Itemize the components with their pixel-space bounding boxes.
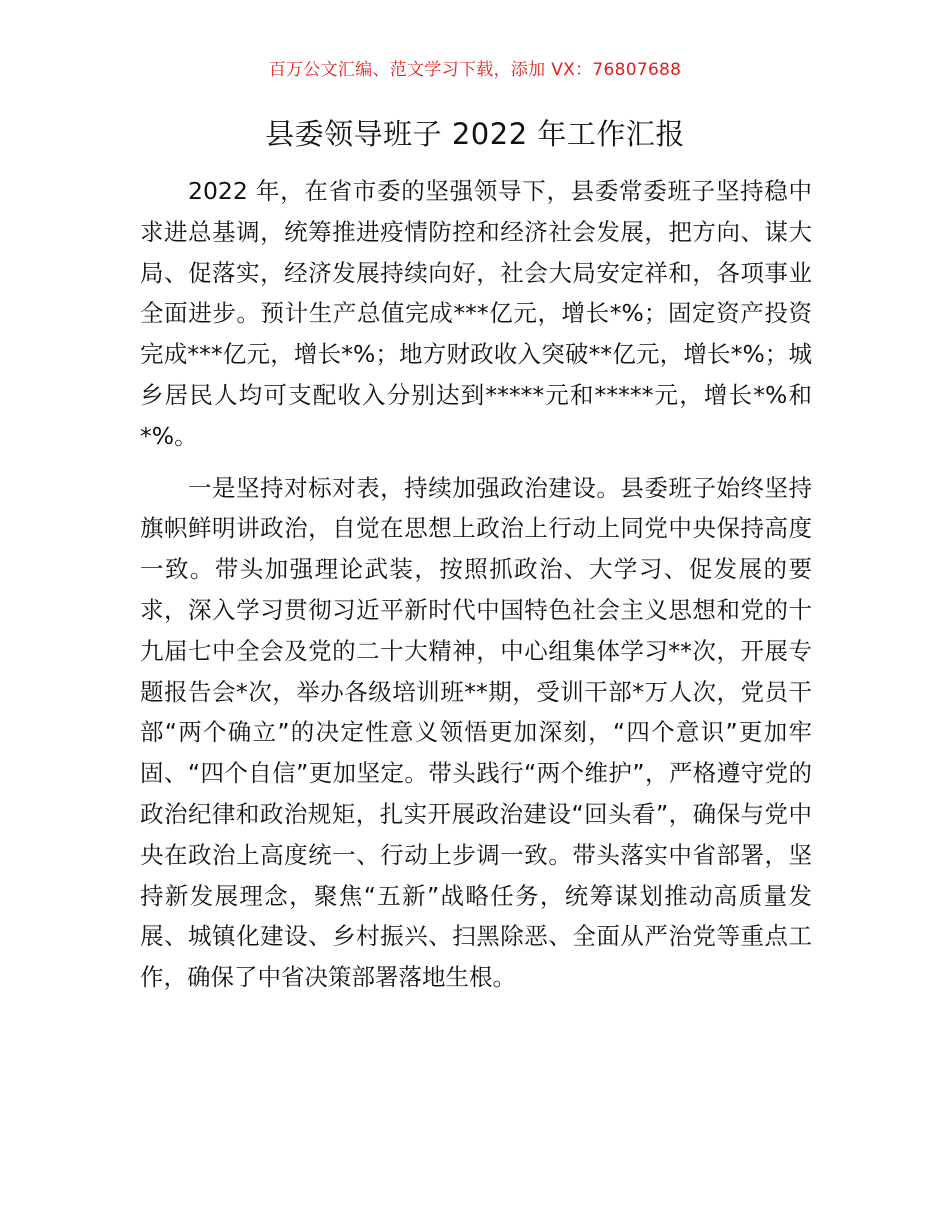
paragraph-overview: 2022 年，在省市委的坚强领导下，县委常委班子坚持稳中求进总基调，统筹推进疫情防控和经济社会发展，把方向、谋大局、促落实，经济发展持续向好，社会大局安定祥和，各项事业全面进步。预计生产总值完成***亿元，增长*%；固定资产投资完成***亿元，增长*%；地方财政收入突破**亿元，增长*%；城乡居民人均可支配收入分别达到*****元和*****元，增长*%和*%。 (140, 177, 812, 450)
document-body (140, 171, 812, 998)
download-notice: 百万公文汇编、范文学习下载，添加 VX：76807688 (268, 60, 682, 80)
paragraph-political-building: 一是坚持对标对表，持续加强政治建设。县委班子始终坚持旗帜鲜明讲政治，自觉在思想上政治上行动上同党中央保持高度一致。带头加强理论武装，按照抓政治、大学习、促发展的要求，深入学习贯彻习近平新时代中国特色社会主义思想和党的十九届七中全会及党的二十大精神，中心组集体学习**次，开展专题报告会*次，举办各级培训班**期，受训干部*万人次，党员干部“两个确立”的决定性意义领悟更加深刻，“四个意识”更加牢固、“四个自信”更加坚定。带头践行“两个维护”，严格遵守党的政治纪律和政治规矩，扎实开展政治建设“回头看”，确保与党中央在政治上高度统一、行动上步调一致。带头落实中省部署，坚持新发展理念，聚焦“五新”战略任务，统筹谋划推动高质量发展、城镇化建设、乡村振兴、扫黑除恶、全面从严治党等重点工作，确保了中省决策部署落地生根。 (140, 473, 812, 992)
document-title: 县委领导班子 2022 年工作汇报 (265, 117, 685, 151)
